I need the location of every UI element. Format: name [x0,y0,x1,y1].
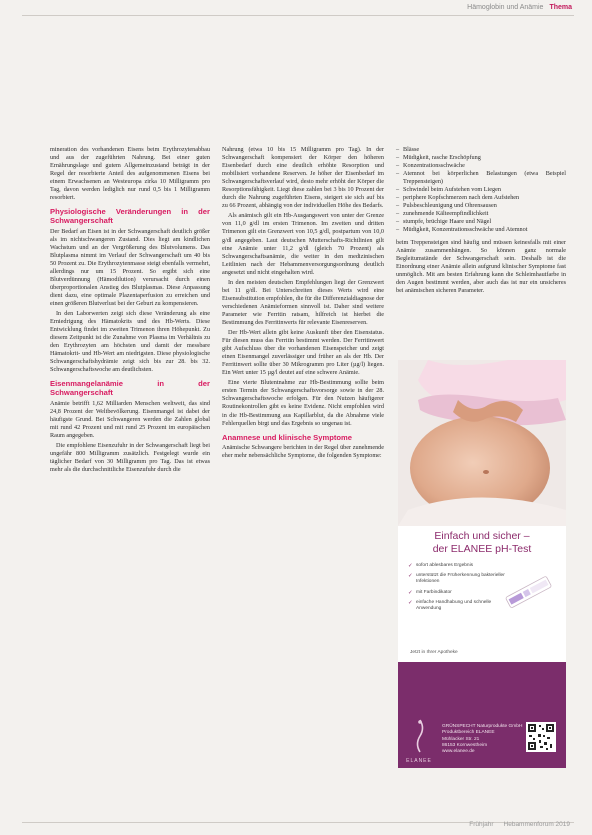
header-section: Hämoglobin und Anämie [467,4,544,11]
elanee-logo-icon [412,718,428,754]
footer-journal: Hebammenforum 2019 [503,821,570,828]
ad-headline [398,530,566,556]
check-icon: ✓ [408,589,413,596]
paragraph: In den Laborwerten zeigt sich diese Veränderung als eine Erniedrigung des Hämatokrits und des Hb-Werts. Diese Entwicklung findet im zweiten Trimenon ihren Höhepunkt. Zu diesem Zeitpunkt ist die Zunahme von Plasma im Verhältnis zu den Erythrozyten am höchsten und damit der messbare Hämatokrit- und Hb-Wert am niedrigsten. Diese physiologische Schwangerschaftshydrämie zeigt sich bis zur 28. bis 32. Schwangerschaftswoche am deutlichsten. [50,309,210,374]
heading-iron-deficiency: Eisenmangelanämie in der Schwangerschaft [50,379,210,397]
ad-feature-list [408,563,508,616]
header-rule [22,15,574,16]
list-item: – zunehmende Kälteempfindlichkeit [396,210,566,218]
column-2 [222,146,384,462]
website-link[interactable]: www.elanee.de [442,749,475,755]
street: Mühlacker Str. 21 [442,736,480,742]
paragraph: Der Hb-Wert allein gibt keine Auskunft über den Eisenstatus. Für diesen muss das Ferritin bestimmt werden. Der Ferritinwert gibt Aufschluss über die vorhandenen Eisenspeicher und zeigt einen Eisenmangel zuverlässiger und früher an als der Hb. Der Ferritinwert sollte über 30 Mikrogramm pro Liter (µg/l) liegen. Ein Wert unter 15 µg/l deutet auf eine schwere Anämie. [222,329,384,377]
brand-name: ELANEE [406,758,432,764]
paragraph: In den meisten deutschen Empfehlungen liegt der Grenzwert bei 11 g/dl. Bei Unterschreiten dieses Werts wird eine Eisensubstitution empfohlen, die für die Differenzialdiagnose der verschiedenen Anämieformen sinnvoll ist. Daher sind weitere Parameter wie Ferritin ratsam, hilfreich ist hierbei die Bestimmung des Ferritinwerts für relevante Eisenreserven. [222,278,384,326]
running-header [467,4,572,11]
pregnant-woman-photo [398,360,566,526]
ad-feature-label: einfache Handhabung und schnelle Anwendung [416,599,492,612]
list-item: – Blässe [396,146,566,154]
paragraph: beim Treppensteigen sind häufig und müssen keinesfalls mit einer Anämie zusammenhängen. So können ganz normale Begleitumstände der Schwangerschaft sein. Deshalb ist die Einordnung einer Anämie allein aufgrund klinischer Symptome fast unmöglich. Mit am besten Erfahrung kann die Schleimhautfarbe in den Augen bestimmt werden, aber auch das ist nur ein unsicheres bei anämischen sicheren Parameter. [396,238,566,294]
list-item: – periphere Kopfschmerzen nach dem Aufstehen [396,194,566,202]
footer-issue: Frühjahr [469,821,494,828]
ad-feature-label: mit Farbindikator [416,589,452,595]
check-icon: ✓ [408,573,413,580]
list-item: – Müdigkeit, rasche Erschöpfung [396,154,566,162]
paragraph: mineration des vorhandenen Eisens beim Erythrozytenabbau und aus der zugeführten Nahrung. Bei einer guten Ernährungslage und gutem Allgemeinzustand beträgt in der Regel der resorbierte Anteil des aufgenommenen Eisens bei einem Erwachsenen an Westeuropa zirka 10 Milligramm pro Tag, davon werden lediglich nur rund 0,5 bis 1 Milligramm resorbiert. [50,146,210,202]
column-1 [50,146,210,476]
list-item: – Atemnot bei körperlichen Belastungen (etwa Beispiel Treppensteigen) [396,170,566,186]
city: 86153 Kornwestheim [442,742,488,748]
ad-headline-line-2: der ELANEE pH-Test [432,543,532,555]
list-item: – Konzentrationsschwäche [396,162,566,170]
paragraph: Eine vierte Blutentnahme zur Hb-Bestimmung sollte beim ersten Termin der Schwangerschaftsvorsorge sowie in der 28. Schwangerschaftswoche erfolgen. Für den Nutzen häufigerer Routinekontrollen gibt es keine Evidenz. Nicht empfohlen wird in die Hb-Bestimmung aus Kapillarblut, da die Abnahme viele Fehlerquellen birgt und das Ergebnis so ungenau ist. [222,379,384,427]
paragraph: Anämische Schwangere berichten in der Regel über zunehmende eher mehr nebensächliche Symptome, die folgenden Symptome: [222,444,384,460]
paragraph: Als anämisch gilt ein Hb-Ausgangswert von unter der Grenze von 11,0 g/dl im ersten Trimenon. Im zweiten und dritten Trimenon gilt ein Grenzwert von 10,5 g/dl, postpartum von 10,0 g/dl angegeben. Laut deutschen Mutterschafts-Richtlinien gilt eine Anämie unter 11,2 g/dl (gleich 70 Prozent) als Schwangerschaftsanämie, die weiter in den medizinischen Leitlinien nach der Hebammenversorgungsordnung deutlich angesetzt und nicht eingehalten wird. [222,212,384,276]
column-3 [396,146,566,297]
qr-code-icon[interactable] [526,722,556,752]
paragraph: Nahrung (etwa 10 bis 15 Milligramm pro Tag). In der Schwangerschaft kompensiert der Körper den höheren Eisenbedarf durch eine deutlich erhöhte Resorption und mobilisiert vorhandene Reserven. Je höher der Eisenbedarf im Schwangerschaftsverlauf wird, desto mehr erhöht der Körper die Resorptionsfähigkeit. Liegt diese zahlen bei 3 bis 10 Prozent der durch die Nahrung zugeführten Eisens, steigert sie sich auf bis zu 66 Prozent, abhängig von der individuellen Höhe des Bedarfs. [222,146,384,210]
company-address [442,724,522,755]
ad-feature [408,573,508,585]
product-line: Produktbereich ELANEE [442,730,495,736]
ad-feature [408,590,508,596]
company-name: GRÜNSPECHT Naturprodukte GmbH [442,724,523,729]
page-footer [459,821,570,828]
check-icon: ✓ [408,563,413,569]
pregnant-belly-illustration [398,360,566,526]
advertisement[interactable] [398,360,566,768]
list-item: – stumpfe, brüchige Haare und Nägel [396,218,566,226]
heading-physiological-changes: Physiologische Veränderungen in der Schwangerschaft [50,207,210,225]
ad-headline-line-1: Einfach und sicher – [434,530,530,542]
ph-test-strip-product-image [502,566,560,636]
paragraph: Anämie betrifft 1,62 Milliarden Menschen weltweit, das sind 24,8 Prozent der Weltbevölkerung. Eisenmangel ist dabei der häufigste Grund. Bei Schwangeren werden die Zahlen global mit rund 42 Prozent und mit rund 25 Prozent im europäischen Raum angegeben. [50,399,210,439]
ad-brand-panel [398,662,566,768]
list-item: – Müdigkeit, Konzentrationsschwäche und Atemnot [396,226,566,234]
paragraph: Die empfohlene Eisenzufuhr in der Schwangerschaft liegt bei ungefähr 800 Milligramm zusätzlich. Festgelegt wurde ein täglicher Bedarf von 30 Milligramm pro Tag. Das ist etwas mehr als die durchschnittliche Eisenzufuhr durch die [50,441,210,473]
paragraph: Der Bedarf an Eisen ist in der Schwangerschaft deutlich größer als im nichtschwangeren Zustand. Dies liegt am kindlichen Wachstum und an der Vergrößerung des Blutvolumens. Das Blutplasma nimmt im Verlauf der Schwangerschaft um 40 bis 50 Prozent zu. Die Erythrozytenmasse steigt ebenfalls vermehrt, allerdings nur um 15 Prozent. So ergibt sich eine Blutverdünnung (Hämodilution) verursacht durch einen überproportionalen Anstieg des Blutplasmas. Diese Anpassung dient dazu, eine optimale Plazentaperfusion zu erreichen und einen größeren Blutverlust bei der Geburt zu kompensieren. [50,227,210,307]
heading-anamnesis: Anamnese und klinische Symptome [222,432,352,442]
list-item: – Pulsbeschleunigung und Ohrensausen [396,202,566,210]
header-label: Thema [549,4,572,11]
check-icon: ✓ [408,599,413,606]
symptom-list [396,146,566,235]
ad-feature-label: unterstützt die Früherkennung bakterieller Infektionen [416,573,505,585]
ad-note: Jetzt in Ihrer Apotheke [410,650,458,655]
ad-feature-label: sofort ablesbares Ergebnis [416,563,474,568]
list-item: – Schwindel beim Aufstehen vom Liegen [396,186,566,194]
ad-feature [408,600,508,612]
ad-feature [408,563,508,569]
